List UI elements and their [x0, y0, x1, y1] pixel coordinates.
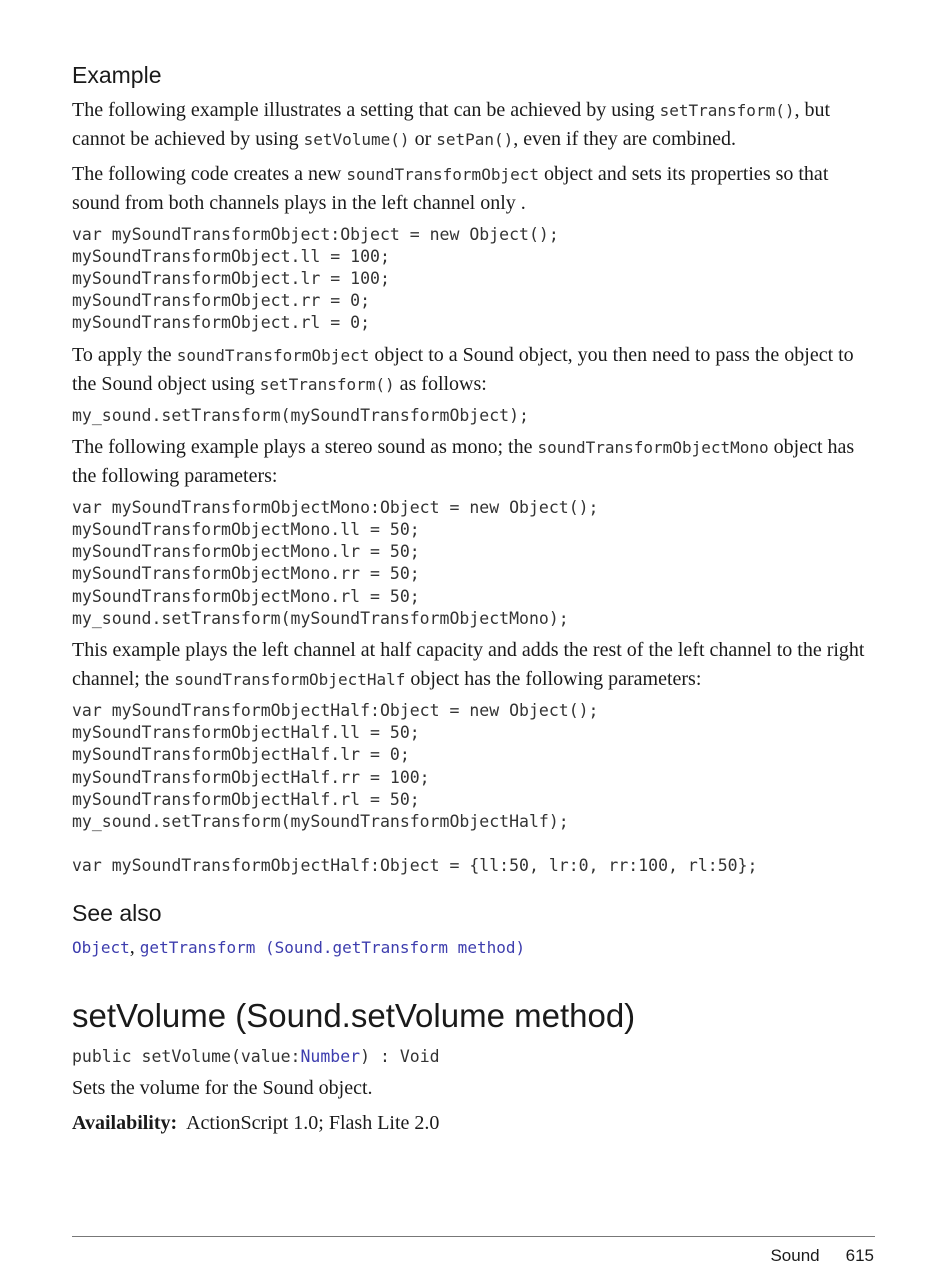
method-signature — [72, 1046, 878, 1068]
inline-code: setTransform() — [659, 100, 795, 120]
code-block-transform-object: var mySoundTransformObject:Object = new Object(); mySoundTransformObject.ll = 100; mySoundTransformObject.lr = 100; mySoundTransformObject.rr = 0; mySoundTransformObject.rl = 0; — [72, 224, 559, 333]
inline-code: soundTransformObject — [346, 164, 539, 184]
method-heading: setVolume (Sound.setVolume method) — [72, 997, 636, 1035]
inline-code: setPan() — [436, 129, 514, 149]
page-footer — [770, 1246, 874, 1266]
example-paragraph-4 — [72, 433, 878, 491]
text-span: object has the following parameters: — [72, 435, 855, 487]
text-span: object has the following parameters: — [405, 668, 702, 691]
example-paragraph-5 — [72, 636, 878, 694]
see-also-heading: See also — [72, 899, 162, 926]
example-paragraph-3 — [72, 341, 878, 399]
code-block-half: var mySoundTransformObjectHalf:Object = new Object(); mySoundTransformObjectHalf.ll = 50; mySoundTransformObjectHalf.lr = 0; mySoundTransformObjectHalf.rr = 100; mySoundTransformObjectHalf.rl = 50; my_sound.setTransform(mySoundTransformObjectHalf); var mySoundTransformObjectHalf:Object = {ll:50, lr:0, rr:100, rl:50}; — [72, 701, 758, 876]
text-span: This example plays the left channel at half capacity and adds the rest of the left channel to the right channel; the — [72, 639, 865, 691]
inline-code: soundTransformObjectHalf — [174, 670, 406, 690]
inline-code: setTransform() — [259, 374, 395, 394]
separator: , — [129, 936, 140, 959]
inline-code: setVolume() — [303, 129, 410, 149]
link-object[interactable]: Object — [72, 938, 130, 958]
method-description: Sets the volume for the Sound object. — [72, 1077, 373, 1100]
link-get-transform[interactable]: getTransform (Sound.getTransform method) — [139, 938, 526, 958]
see-also-links — [72, 933, 878, 962]
example-paragraph-1 — [72, 96, 878, 154]
footer-section: Sound — [770, 1246, 820, 1265]
availability-value: ActionScript 1.0; Flash Lite 2.0 — [177, 1112, 440, 1135]
text-span: , but cannot be achieved by using — [72, 98, 831, 150]
text-span: To apply the — [72, 343, 177, 366]
example-heading: Example — [72, 62, 162, 88]
text-span: The following code creates a new — [72, 162, 347, 185]
text-span: The following example illustrates a setting that can be achieved by using — [72, 98, 660, 121]
code-block-mono: var mySoundTransformObjectMono:Object = new Object(); mySoundTransformObjectMono.ll = 50; mySoundTransformObjectMono.lr = 50; mySoundTransformObjectMono.rr = 50; mySoundTransformObjectMono.rl = 50; my_sound.setTransform(mySoundTransformObjectMono); — [72, 497, 599, 628]
text-span: as follows: — [394, 372, 487, 395]
text-span: , even if they are combined. — [513, 127, 736, 150]
example-paragraph-2 — [72, 160, 878, 218]
availability-label: Availability: — [72, 1112, 178, 1135]
inline-code: soundTransformObjectMono — [537, 437, 769, 457]
page-content — [72, 62, 878, 1138]
text-span: object to a Sound object, you then need to pass the object to the Sound object using — [72, 343, 854, 395]
page-number: 615 — [845, 1246, 874, 1265]
text-span: The following example plays a stereo sound as mono; the — [72, 435, 538, 458]
signature-text: ) : Void — [360, 1046, 440, 1066]
inline-code: soundTransformObject — [176, 345, 370, 365]
code-block-set-transform: my_sound.setTransform(mySoundTransformObject); — [72, 405, 529, 425]
footer-divider — [72, 1236, 875, 1237]
link-number[interactable]: Number — [300, 1046, 361, 1066]
text-span: object and sets its properties so that sound from both channels plays in the left channel only . — [72, 162, 829, 214]
signature-text: public setVolume(value: — [72, 1046, 301, 1066]
availability — [72, 1109, 878, 1138]
text-span: or — [409, 127, 437, 150]
